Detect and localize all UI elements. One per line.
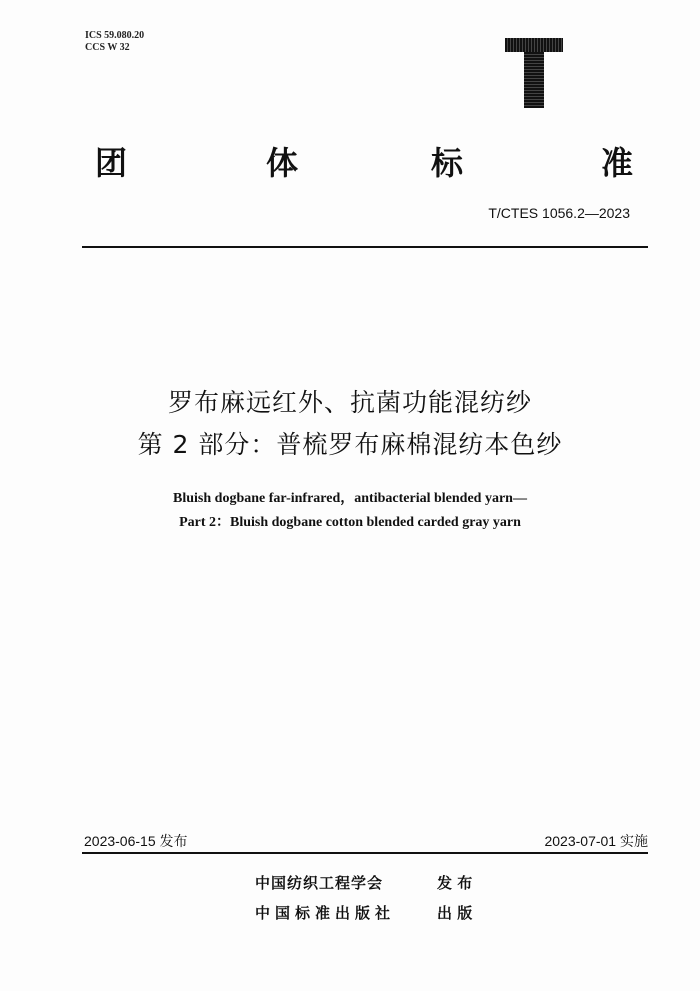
standard-number: T/CTES 1056.2—2023 xyxy=(488,205,630,221)
title-en-line-1: Bluish dogbane far-infrared，antibacterial blended yarn— xyxy=(173,491,527,506)
category-letter-stem xyxy=(524,52,544,108)
category-letter xyxy=(505,38,506,39)
category-letter-mark xyxy=(505,38,563,108)
implementation-date: 2023-07-01 实施 xyxy=(544,833,648,849)
ics-code: ICS 59.080.20 xyxy=(85,30,145,41)
issuer-action: 发 布 xyxy=(437,874,473,892)
issuer-name: 中国纺织工程学会 xyxy=(255,874,384,892)
footer-divider xyxy=(82,852,648,854)
press-action: 出 版 xyxy=(437,904,473,922)
header-divider xyxy=(82,246,648,248)
title-cn-line-2: 第 2 部分：普梳罗布麻棉混纺本色纱 xyxy=(137,430,563,459)
standard-type-heading xyxy=(95,138,645,182)
classification-codes xyxy=(85,30,144,54)
ccs-code: CCS W 32 xyxy=(85,42,130,53)
heading-char-4: 准 xyxy=(601,144,634,182)
title-en-line-2: Part 2：Bluish dogbane cotton blended carded gray yarn xyxy=(179,515,521,530)
issue-date: 2023-06-15 发布 xyxy=(84,833,188,849)
category-letter-bar xyxy=(505,38,563,52)
heading-char-1: 团 xyxy=(95,144,128,182)
title-cn-line-1: 罗布麻远红外、抗菌功能混纺纱 xyxy=(167,388,532,417)
press-name: 中国标准出版社 xyxy=(255,904,396,922)
heading-char-2: 体 xyxy=(266,144,299,182)
heading-char-3: 标 xyxy=(431,144,464,182)
